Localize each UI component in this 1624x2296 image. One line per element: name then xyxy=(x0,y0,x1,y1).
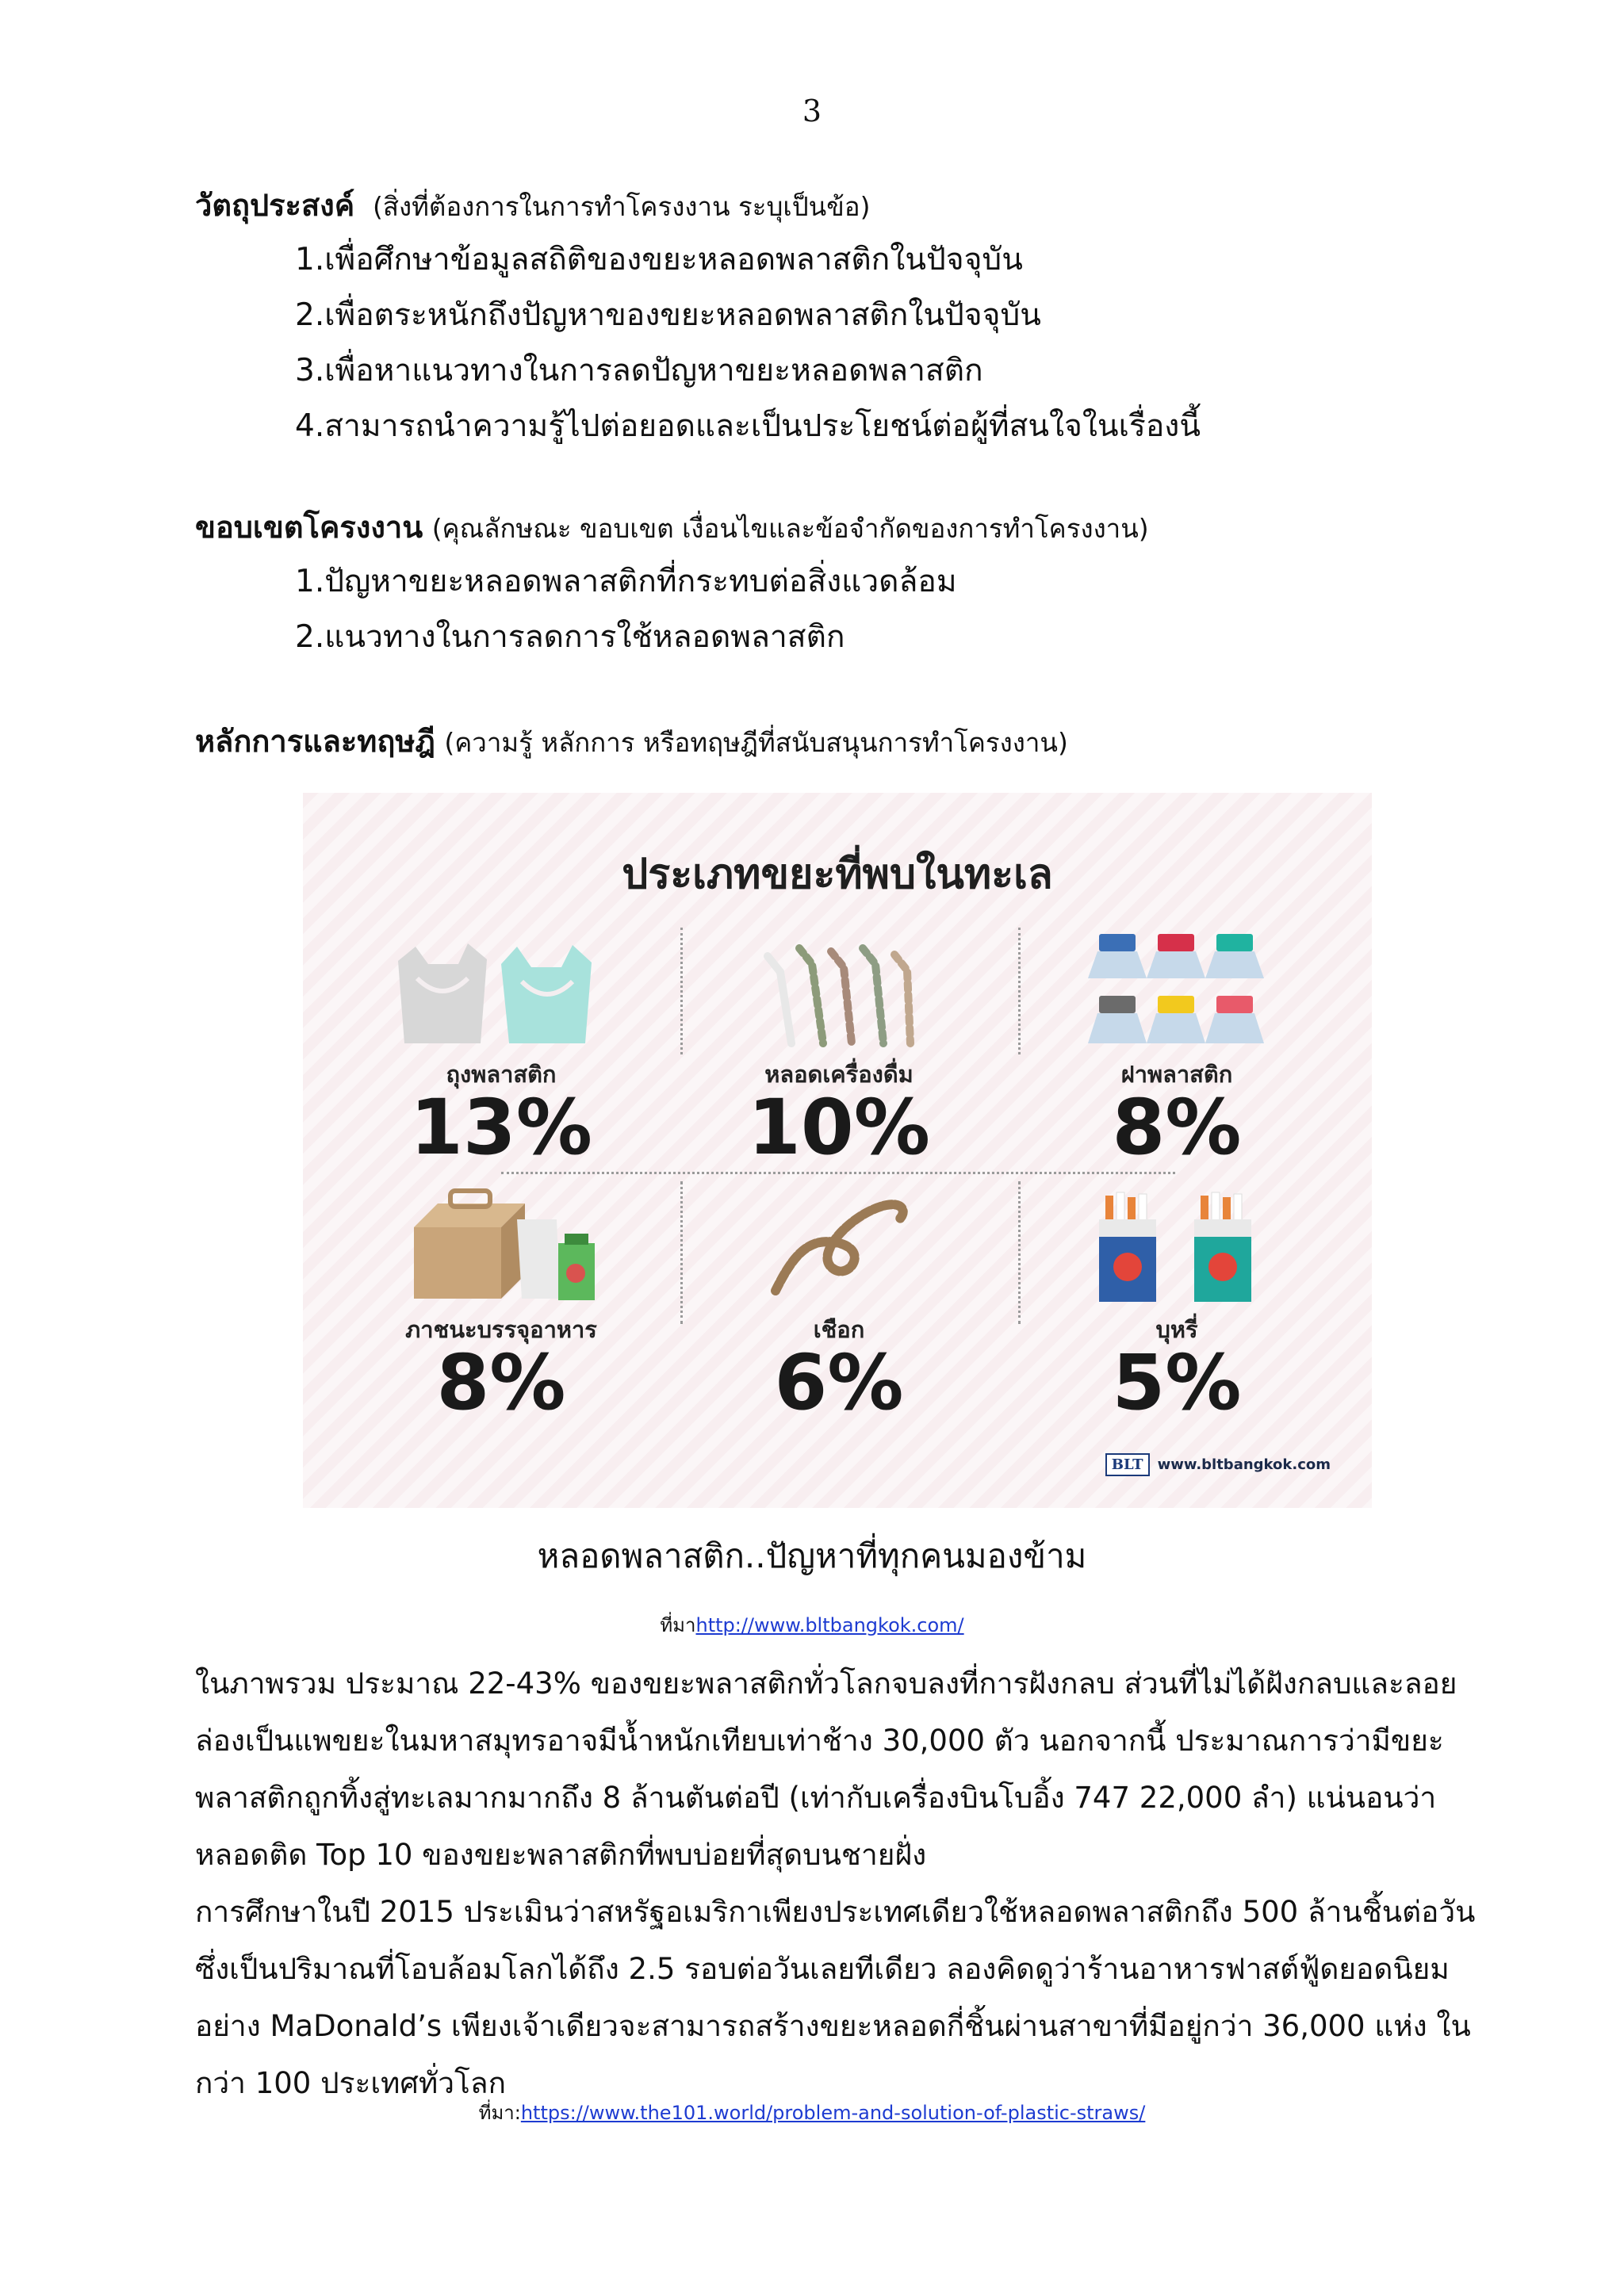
blt-logo-text: www.bltbangkok.com xyxy=(1157,1456,1331,1473)
straw-icon xyxy=(720,932,958,1051)
waste-label: ภาชนะบรรจุอาหาร xyxy=(405,1316,597,1343)
objective-item: 1.เพื่อศึกษาข้อมูลสถิติของขยะหลอดพลาสติกในปัจจุบัน xyxy=(295,242,1023,277)
waste-cell-straw xyxy=(665,932,1013,1172)
paragraph-line: อย่าง MaDonald’s เพียงเจ้าเดียวจะสามารถสร้างขยะหลอดกี่ชิ้นผ่านสาขาที่มีอยู่กว่า 36,000 แห่ง ใน xyxy=(195,2009,1471,2043)
source-line-1 xyxy=(0,1609,1624,1640)
source-link-1[interactable]: http://www.bltbangkok.com/ xyxy=(695,1614,964,1636)
waste-label: หลอดเครื่องดื่ม xyxy=(764,1061,914,1088)
waste-cell-food-container xyxy=(327,1188,676,1427)
paragraph-line: ล่องเป็นแพขยะในมหาสมุทรอาจมีน้ำหนักเทียบเท่าช้าง 30,000 ตัว นอกจากนี้ ประมาณการว่ามีขยะ xyxy=(195,1724,1444,1758)
theory-note: (ความรู้ หลักการ หรือทฤษฎีที่สนับสนุนการทำโครงงาน) xyxy=(444,727,1068,758)
page-number: 3 xyxy=(802,94,822,128)
figure-caption: หลอดพลาสติก..ปัญหาที่ทุกคนมองข้าม xyxy=(537,1536,1087,1575)
objectives-note: (สิ่งที่ต้องการในการทำโครงงาน ระบุเป็นข้อ) xyxy=(373,191,871,222)
waste-cell-cigarette xyxy=(1002,1188,1351,1427)
waste-cell-rope xyxy=(665,1188,1013,1427)
waste-percent: 6% xyxy=(774,1338,904,1427)
blt-logo-mark: BLT xyxy=(1105,1453,1150,1476)
waste-percent: 8% xyxy=(436,1338,566,1427)
source-line-2 xyxy=(0,2097,1624,2128)
marine-waste-infographic xyxy=(303,793,1372,1508)
source-prefix: ที่มา: xyxy=(478,2102,521,2124)
waste-percent: 5% xyxy=(1112,1338,1242,1427)
objective-item: 3.เพื่อหาแนวทางในการลดปัญหาขยะหลอดพลาสติก xyxy=(295,353,983,388)
divider xyxy=(501,1172,1175,1174)
objective-item: 2.เพื่อตระหนักถึงปัญหาของขยะหลอดพลาสติกในปัจจุบัน xyxy=(295,297,1041,333)
waste-cell-bottle-cap xyxy=(1002,932,1351,1172)
waste-label: ฝาพลาสติก xyxy=(1120,1061,1233,1088)
paragraph-line: หลอดติด Top 10 ของขยะพลาสติกที่พบบ่อยที่สุดบนชายฝั่ง xyxy=(195,1838,927,1872)
theory-heading-line xyxy=(195,717,1068,765)
paragraph-line: ในภาพรวม ประมาณ 22-43% ของขยะพลาสติกทั่วโลกจบลงที่การฝังกลบ ส่วนที่ไม่ได้ฝังกลบและลอย xyxy=(195,1667,1457,1701)
waste-label: บุหรี่ xyxy=(1155,1316,1198,1343)
scope-note: (คุณลักษณะ ขอบเขต เงื่อนไขและข้อจำกัดของการทำโครงงาน) xyxy=(431,513,1149,544)
waste-cell-plastic-bag xyxy=(327,932,676,1172)
waste-percent: 10% xyxy=(748,1083,930,1172)
source-link-2[interactable]: https://www.the101.world/problem-and-solution-of-plastic-straws/ xyxy=(520,2102,1146,2124)
objectives-heading-line xyxy=(195,181,870,229)
source-prefix: ที่มา xyxy=(660,1614,696,1636)
rope-icon xyxy=(720,1188,958,1307)
plastic-bag-icon xyxy=(382,932,620,1051)
paragraph-line: กว่า 100 ประเทศทั่วโลก xyxy=(195,2066,506,2100)
waste-label: เชือก xyxy=(813,1316,865,1343)
waste-label: ถุงพลาสติก xyxy=(446,1061,557,1088)
paragraph-line: พลาสติกถูกทิ้งสู่ทะเลมากมากถึง 8 ล้านตันต่อปี (เท่ากับเครื่องบินโบอิ้ง 747 22,000 ลำ) แน่นอนว่า xyxy=(195,1781,1437,1815)
scope-heading: ขอบเขตโครงงาน xyxy=(195,510,423,545)
scope-item: 1.ปัญหาขยะหลอดพลาสติกที่กระทบต่อสิ่งแวดล้อม xyxy=(295,564,957,599)
infographic-title: ประเภทขยะที่พบในทะเล xyxy=(622,851,1053,898)
paragraph-line: ซึ่งเป็นปริมาณที่โอบล้อมโลกได้ถึง 2.5 รอบต่อวันเลยทีเดียว ลองคิดดูว่าร้านอาหารฟาสต์ฟู้ดยอดนิยม xyxy=(195,1952,1450,1986)
objectives-heading: วัตถุประสงค์ xyxy=(195,188,355,223)
food-container-icon xyxy=(382,1188,620,1307)
waste-percent: 13% xyxy=(410,1083,592,1172)
theory-heading: หลักการและทฤษฎี xyxy=(195,724,435,759)
waste-percent: 8% xyxy=(1112,1083,1242,1172)
paragraph-line: การศึกษาในปี 2015 ประเมินว่าสหรัฐอเมริกาเพียงประเทศเดียวใช้หลอดพลาสติกถึง 500 ล้านชิ้นต่อวัน xyxy=(195,1895,1476,1929)
cigarette-pack-icon xyxy=(1058,1188,1296,1307)
objective-item: 4.สามารถนำความรู้ไปต่อยอดและเป็นประโยชน์ต่อผู้ที่สนใจในเรื่องนี้ xyxy=(295,408,1201,444)
blt-logo xyxy=(1105,1453,1331,1476)
bottle-cap-icon xyxy=(1058,932,1296,1051)
scope-heading-line xyxy=(195,503,1149,551)
scope-item: 2.แนวทางในการลดการใช้หลอดพลาสติก xyxy=(295,619,845,655)
